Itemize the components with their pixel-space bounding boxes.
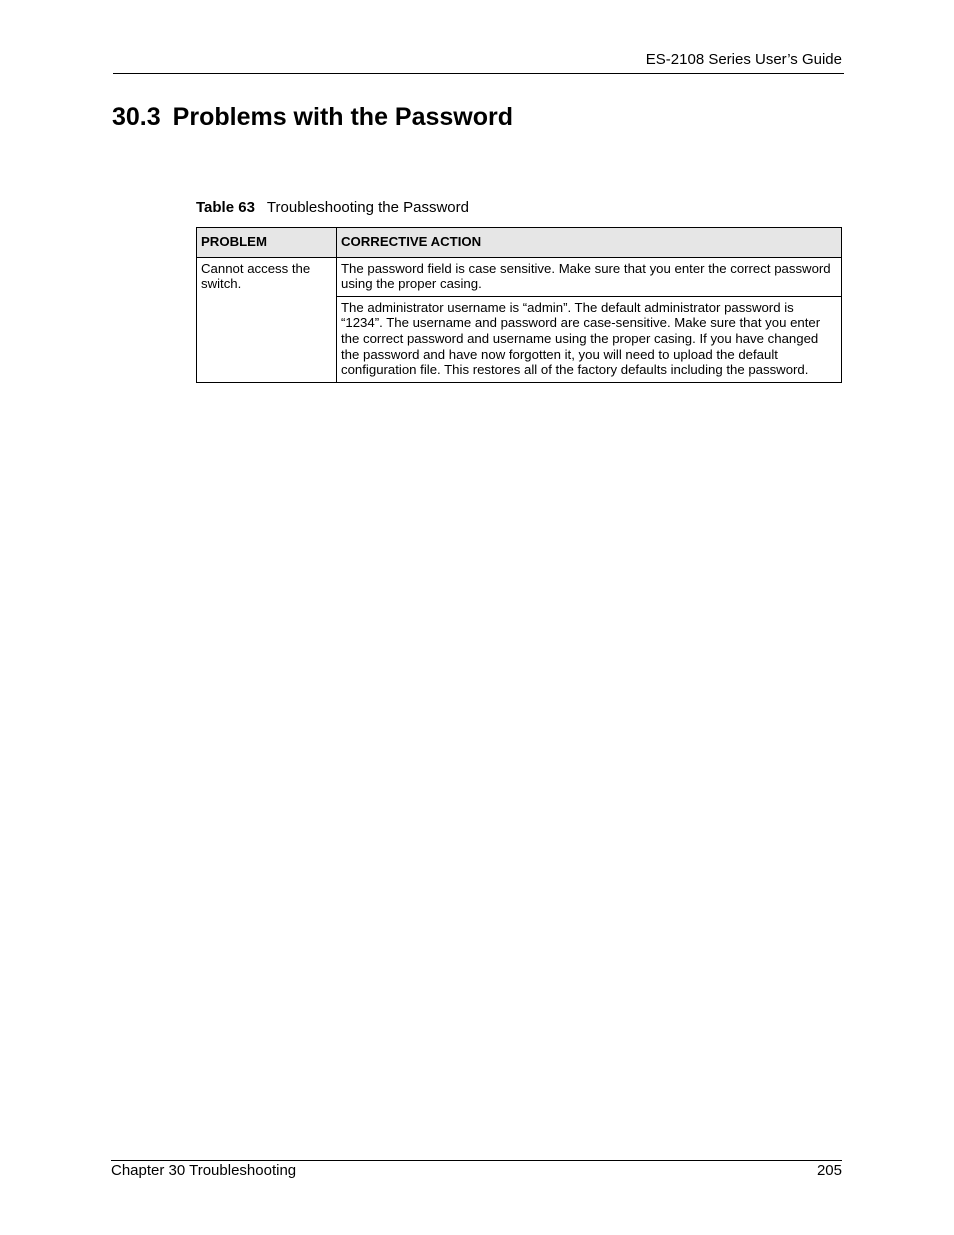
footer-chapter: Chapter 30 Troubleshooting — [111, 1162, 297, 1179]
table-caption — [196, 199, 469, 216]
table-row — [197, 257, 842, 296]
action-cell: The administrator username is “admin”. The default administrator password is “1234”. The username and password are case-sensitive. Make sure that you enter the correct password and username using the proper casing. If you have changed the password and have now forgotten it, you will need to upload the default configuration file. This restores all of the factory defaults including the password. — [337, 296, 842, 382]
troubleshooting-table — [196, 227, 842, 383]
table-header-row — [197, 228, 842, 258]
header-rule — [113, 73, 844, 74]
table-caption-text: Troubleshooting the Password — [266, 199, 469, 216]
section-number: 30.3 — [112, 103, 161, 131]
action-cell: The password field is case sensitive. Make sure that you enter the correct password using the proper casing. — [337, 257, 842, 296]
footer-rule — [111, 1160, 842, 1161]
column-header-problem: PROBLEM — [197, 228, 337, 258]
section-heading-text: Problems with the Password — [172, 103, 514, 131]
problem-cell: Cannot access the switch. — [197, 257, 337, 382]
column-header-corrective-action: CORRECTIVE ACTION — [337, 228, 842, 258]
running-header: ES-2108 Series User’s Guide — [645, 51, 842, 68]
page-number: 205 — [816, 1162, 842, 1179]
table-caption-label: Table 63 — [196, 199, 255, 216]
section-title — [112, 103, 513, 132]
